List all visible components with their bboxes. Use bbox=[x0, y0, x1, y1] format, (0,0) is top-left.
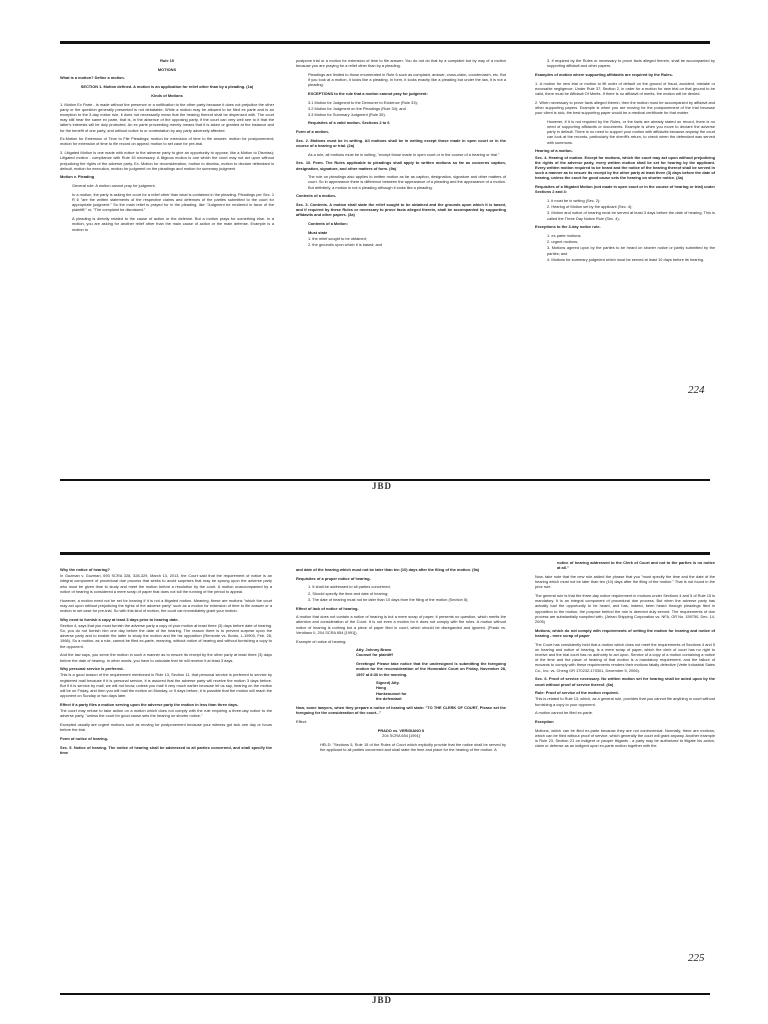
paragraph: Section 4, says that you must furnish the adverse party a copy of your motion at least three (3) days before date of hearing. So, you do not furnish him one day before the date of the hearing. The reason there is to prevent surprise upon the adverse party and to enable the latter to study the motion and file his opposition (Remonte vs. Bonto, L-19900, Feb. 28, 1966). So a motion, as a rule, cannot be filed ex-parte, meaning, without notice of hearing and without furnishing a copy to the opponent. bbox=[60, 622, 272, 649]
kinds-heading: Kinds of Motions bbox=[151, 92, 183, 98]
paragraph: A pleading is directly related to the cause of action or the defense. But a motion prays for something else. In a motion, you are asking for another relief other than the main cause of action or the main defense. Example is a motion to bbox=[72, 216, 274, 232]
heading: Contents of a motion- bbox=[296, 193, 337, 199]
paragraph: The rule on pleadings also applies to written motion as far as caption, designation, signature and other matters of court. So in appearance there is difference between the appearance of a pleading and the appearance of a motion. But definitely, a motion is not a pleading although it looks like a pleading. bbox=[308, 174, 506, 190]
list-item: 3. Motions agreed upon by the parties to be heard on shorter notice or jointly submitted by the parties; and bbox=[547, 245, 715, 256]
paragraph: Ex.Motion for Extension of Time to File Pleadings; motion for extension of time to file answer; motion for postponement; motion for extension of time to file record on appeal; motion to set case for pre-trial. bbox=[60, 136, 274, 147]
paragraph: A motion cannot be filed ex-parte. bbox=[535, 710, 593, 716]
paragraph: This is a good reason of the requirement mentioned in Rule 13, Section 11, that personal service is preferred to service by registered mail because if it is personal service, it is assured that the adverse party will receive the motion 3 days before. But if it is service by mail, we will not know, unless you mail it very much earlier because let us say, hearing on the motion will be on Friday, and then you will mail the motion on Monday, or 5 days before, it is possible that the motion will reach the opponent on Sunday or two days later. bbox=[60, 672, 272, 699]
footer-initials: JBD bbox=[372, 995, 393, 1005]
paragraph: In Guzman v. Guzman, 693 SCRA 328, 328-329, March 13, 2013, the Court said that the requirement of notice is an integral component of procedural due process that seeks to avoid surprises that may be sprung upon the adverse party who must be given time to study and meet the motion before a resolution by the court. A motion unaccompanied by a notice of hearing is considered a mere scrap of paper that does not toll the running of the period to appeal. bbox=[60, 573, 272, 594]
paragraph: Now, take note that the new rule added the phrase that you "must specify the time and the date of the hearing which must not be later than ten (10) days after the filing of the motion." That is not found in the prior rule. bbox=[535, 573, 715, 590]
label: Effect: bbox=[296, 718, 307, 724]
heading: Why personal service is preferred- bbox=[60, 666, 124, 672]
heading: Why the notice of hearing? bbox=[60, 567, 110, 572]
list-item: 2. the ground/s upon which it is based; and bbox=[308, 242, 382, 248]
paragraph: A motion that does not contain a notice of hearing is but a mere scrap of paper; it presents no question, which merits the attention and consideration of the Court. It is not even a motion for it does not comply with the rules. A motion without notice of hearing is nothing but a piece of paper filed in court, which should be disregarded and ignored. (Prado vs. Veridiano II, 204 SCRA 654 [1991]) bbox=[296, 614, 506, 635]
question-heading: What is a motion? Define a motion. bbox=[60, 75, 125, 81]
list-item: 1. ex-parte motions; bbox=[547, 232, 582, 238]
paragraph: General rule: A motion cannot pray for judgment. bbox=[72, 183, 156, 189]
paragraph: The court may refuse to take action on a motion which does not comply with the rule requiring a three-day notice to the adverse party, "unless the court for good cause sets the hearing on shorter notice." bbox=[60, 708, 272, 719]
paragraph: However, a motion need not be set for hearing if it is not a litigated motion. Meaning, these are motions "which the court may act upon without prejudicing the rights of the adverse party" such as a motion for extension of time to file answer or a motion to set case for pre-trial. So with this kind of motion, the court can immediately grant your motion. bbox=[60, 597, 272, 613]
column-middle bbox=[296, 58, 506, 474]
paragraph: Example of notice of hearing: bbox=[296, 638, 347, 644]
list-item: 3. The date of hearing must not be later than 10 days from the filing of the motion (Section 5); bbox=[308, 596, 469, 602]
paragraph: 1. Motion Ex Parte - is made without the presence or a notification to the other party because it does not prejudice the other party or the question generally presented is not debatable; While a motion may be allowed to be filed ex parte and is an exception to the 3-day notice rule, it does not necessarily mean that the hearing thereof shall be dispensed with. The court may still hear the same ex parte, that is, in the absence of the opposing party, if the court can very well see to it that the latter's interests will be duly protected. An ex parte proceeding merely means that it is taken or granted at the instance and for the benefit of one party, and without notice to or contestation by any party adversely affected. bbox=[60, 101, 274, 133]
paragraph: 3. if required by the Rules or necessary to prove facts alleged therein, shall be accompanied by supporting affidavit and other papers. bbox=[547, 58, 715, 69]
top-rule bbox=[60, 41, 710, 44]
case-citation: 204 SCRA 654 [1991] bbox=[382, 732, 420, 738]
held-paragraph: HELD: "Sections 5, Rule 15 of the Rules of Court which explicitly provide that the notice shall be served by the applicant to all parties concerned and shall state the time and place for the hearing of the motion. A bbox=[320, 741, 506, 752]
column-right bbox=[535, 58, 715, 384]
page-224 bbox=[0, 0, 768, 500]
case-title: PRADO vs. VERIDIANO II bbox=[377, 727, 425, 733]
paragraph: However, if it is not required by the Rules, or the facts are already stated on record, there is no need of supporting affidavits or documents. Example is when you move to declare the adverse party in default. There is no need to support your motion with affidavits because anyway the court can look at the records, particularly the sheriff's return, to check when the defendant was served with summons. bbox=[547, 118, 715, 145]
list-item: 3. Motion and notice of hearing must be served at least 3 days before the date of hearing. This is called the Three Day Notice Rule (Sec. 4); bbox=[547, 210, 715, 221]
paragraph: As a rule, all motions must be in writing, "except those made in open court or in the course of a hearing or trial." bbox=[308, 151, 500, 157]
list-item: 1. it must be in writing (Sec. 2); bbox=[547, 197, 601, 203]
section-10: Sec. 10. Form. The Rules applicable to pleadings shall apply to written motions so far as concerns caption, designation, signature, and other matters of form. (9a) bbox=[296, 160, 506, 171]
section-5: Sec. 5. Notice of hearing. The notice of hearing shall be addressed to all parties concerned, and shall specify the time bbox=[60, 744, 272, 755]
page-225 bbox=[0, 512, 768, 1024]
paragraph: And the law says, you serve the motion in such a manner as to ensure its receipt by the other party at least three (3) days before the date of hearing. In other words, you have to calculate that he will receive it at least 3 days. bbox=[60, 652, 272, 663]
signature-block bbox=[356, 680, 506, 701]
heading: EXCEPTIONS to the rule that a motion cannot pray for judgment: bbox=[308, 91, 428, 97]
paragraph: Now, some lawyers, when they prepare a notice of hearing will state: "TO THE CLERK OF COURT, Please set the foregoing for the consideration of the court..." bbox=[296, 705, 506, 716]
paragraph: postpone trial or a motion for extension of time to file answer. You do not do that by a complaint but by way of a motion because you are praying for a relief other than by a pleading. bbox=[296, 58, 506, 69]
address-line: Counsel for plaintiff bbox=[356, 652, 393, 658]
section-6: Sec. 6. Proof of service necessary. No written motion set for hearing shall be acted upon by the court without proof of service thereof. (6a) bbox=[535, 676, 715, 687]
paragraph: In a motion, the party is asking the court for a relief other than what is contained in the pleading. Pleadings per Sec. 1 R 6 "are the written statements of the respective claims and defenses of the parties submitted to the court for appropriate judgment." So the main relief is prayed for in the pleading, like "Judgment be rendered in favor of the plaintiff;" or, "The complaint be dismissed." bbox=[72, 191, 274, 213]
heading: Motion v. Pleading bbox=[60, 174, 95, 180]
heading: Requisites of a litigated Motion (not made in open court or in the course of hearing or trial) under Sections 2 and 4: bbox=[535, 184, 715, 195]
heading: Motions, which do not comply with requirements of setting the motion for hearing and notice of hearing - mere scrap of paper bbox=[535, 627, 715, 638]
heading: Effect if a party files a motion serving upon the adverse party the motion in less than three days- bbox=[60, 701, 239, 707]
paragraph: 3. Litigated Motion is one made with notice to the adverse party to give an opportunity to oppose, like a Motion to Dismiss); Litigated motion - compliance with Rule 15 necessary. A litigious motion is one which the court may not act upon without prejudicing the rights of the adverse party. Ex. Motion for reconsideration, motion to dismiss, motion to declare defendant in default, motion for execution, motion for judgment on the pleadings and motion for summary judgment bbox=[60, 150, 274, 171]
heading: Why need to furnish a copy at least 3 days prior to hearing date- bbox=[60, 616, 179, 622]
paragraph: The general rule is that the three-day notice requirement in motions under Sections 4 and 5 of Rule 15 is mandatory. It is an integral component of procedural due process. But when the adverse party has actually had the opportunity to be heard, and has, indeed, been heard through pleadings filed in opposition to the motion, the purpose behind the rule is deemed duly served. The requirements of due process are substantially complied with. (Jehan Shipping Corporation vs. NFA, GR No. 159750, Dec. 14, 2005) bbox=[535, 593, 715, 625]
address-line: Atty. Johnny Bravo bbox=[356, 647, 392, 653]
column-left bbox=[60, 567, 272, 999]
signature-line: the defendant bbox=[376, 695, 402, 701]
list-item: 1. the relief sought to be obtained; bbox=[308, 236, 367, 242]
heading: Requisites of a proper notice of hearing- bbox=[296, 575, 371, 581]
paragraph: 1. A motion for new trial or motion to lift order of default on the ground of fraud, accident, mistake or excusable negligence. Under Rule 37, Section 2, in order for a motion for new trial on that ground to be valid, there must be Affidavit Of Merits. If there is no affidavit of merits, the motion will be denied. bbox=[535, 80, 715, 97]
heading: Examples of motion where supporting affidavits are required by the Rules- bbox=[535, 71, 673, 77]
list-item: 3.1 Motion for Judgment to the Demurrer to Evidence (Rule 33); bbox=[308, 99, 418, 105]
footer-initials: JBD bbox=[372, 481, 393, 491]
heading: Must state bbox=[308, 229, 328, 235]
column-right bbox=[535, 560, 715, 952]
heading: Effect of lack of notice of hearing- bbox=[296, 605, 359, 611]
page-number: 224 bbox=[688, 384, 705, 396]
list-item: 2. Hearing of Motion set by the applicant (Sec. 4); bbox=[547, 204, 633, 210]
list-item: 2. Should specify the time and date of hearing; bbox=[308, 590, 389, 596]
heading: Contents of a Motion: bbox=[308, 221, 348, 227]
heading: Form of notice of hearing- bbox=[60, 735, 109, 741]
heading: Exception bbox=[535, 719, 554, 725]
paragraph: Excepted usually are urgent motions such as moving for postponement because your witness got sick one day or hours before the trial. bbox=[60, 722, 272, 733]
section-1: SECTION 1. Motion defined. A motion is an application for relief other than by a pleading. (1a) bbox=[80, 84, 254, 90]
signature-line: Hong bbox=[376, 685, 386, 691]
heading: Exceptions to the 3-day notice rule- bbox=[535, 224, 601, 230]
list-item: 3.2 Motion for Judgment on the Pleadings (Rule 34); and bbox=[308, 105, 406, 111]
list-item: 3.3 Motion for Summary Judgment (Rule 35). bbox=[308, 112, 386, 118]
notice-text: Greetings! Please take notice that the undersigned is submitting the foregoing motion for the reconsideration of the Honorable Court on Friday, November 28, 1997 at 8:30 in the morning. bbox=[356, 661, 506, 677]
paragraph: 2. When necessary to prove facts alleged therein, then the motion must be accompanied by affidavit and other supporting papers. Example is when you are moving for the postponement of the trial because your client is sick, the best supporting paper would be a medical certificate for that matter. bbox=[535, 99, 715, 116]
heading: Rule: Proof of service of the motion required- bbox=[535, 690, 619, 696]
section-3: Sec. 3. Contents. A motion shall state the relief sought to be obtained and the grounds upon which it is based, and if required by these Rules or necessary to prove facts alleged therein, shall be accompanied by supporting affidavits and other papers. (3a) bbox=[296, 202, 506, 218]
paragraph: Pleadings are limited to those enumerated in Rule 6 such as complaint, answer, cross-claim, counterclaim, etc. But if you look at a motion, it looks like a pleading. In form, it looks exactly like a pleading but under the law, it is not a pleading. bbox=[308, 71, 506, 88]
signature-line: Signed) Atty. bbox=[376, 680, 400, 686]
section-4: Sec. 4. Hearing of motion. Except for motions, which the court may act upon without prejudicing the rights of the adverse party, every written motion shall be set for hearing by the applicant. Every written motion required to be heard and the notice of the hearing thereof shall be served in such a manner as to ensure its receipt by the other party at least three (3) days before the date of hearing, unless the court for good cause sets the hearing on shorter notice. (4a) bbox=[535, 154, 715, 181]
paragraph: notice of hearing addressed to the Clerk of Court and not to the parties is no notice at all." bbox=[557, 560, 715, 571]
rule-subtitle: MOTIONS bbox=[157, 66, 177, 72]
top-rule bbox=[60, 552, 710, 555]
page-number: 225 bbox=[688, 952, 705, 964]
list-item: 2. urgent motions; bbox=[547, 239, 579, 245]
signature-line: Hunkeounsel for bbox=[376, 690, 407, 696]
heading: Hearing of a motion- bbox=[535, 148, 573, 154]
heading: Form of a motion- bbox=[296, 129, 330, 135]
notice-example bbox=[296, 647, 506, 701]
paragraph: and date of the hearing which must not be later than ten (10) days after the filing of the motion. (5a) bbox=[296, 567, 480, 572]
paragraph: This is related to Rule 13, which, as a general rule, provides that you cannot file anything in court without furnishing a copy to your opponent. bbox=[535, 696, 715, 707]
column-middle bbox=[296, 567, 506, 999]
paragraph: Motions, which can be filed ex-parte because they are not controversial. Normally, there are motions, which can be filed without proof of service, which generally the court will grant anyway. Another example is Rule 23, Section 21 on indigent or pauper litigants - a party may be authorized to litigate his action, claim or defense as an indigent upon ex-parte motion together with the bbox=[535, 727, 715, 749]
heading: Requisites of a valid motion- Sections 2 to 6 bbox=[308, 120, 390, 126]
paragraph: The Court has consistently held that a motion which does not meet the requirements of Sections 4 and 5 on hearing and notice of hearing, is a mere scrap of paper, which the clerk of court has no right to receive and the trial court has no authority to act upon. Service of a copy of a motion containing a notice of the time and the place of hearing of that motion is a mandatory requirement, and the failure of movants to comply with these requirements renders their motions fatally defective (Vette Industrial Sales Co., Inc. vs. Cheng GR 170232-170301, December 5, 2006). bbox=[535, 641, 715, 673]
list-item: 1. It shall be addressed to all parties concerned; bbox=[308, 584, 391, 590]
list-item: 4. Motions for summary judgment which must be served at least 10 days before its hearing. bbox=[547, 256, 704, 262]
exceptions-list bbox=[296, 100, 506, 118]
column-left bbox=[60, 58, 274, 476]
section-2: Sec. 2. Motions must be in writing. All motions shall be in writing except those made in open court or in the course of a hearing or trial. (2a) bbox=[296, 137, 506, 148]
rule-title: Rule 15 bbox=[160, 58, 174, 63]
